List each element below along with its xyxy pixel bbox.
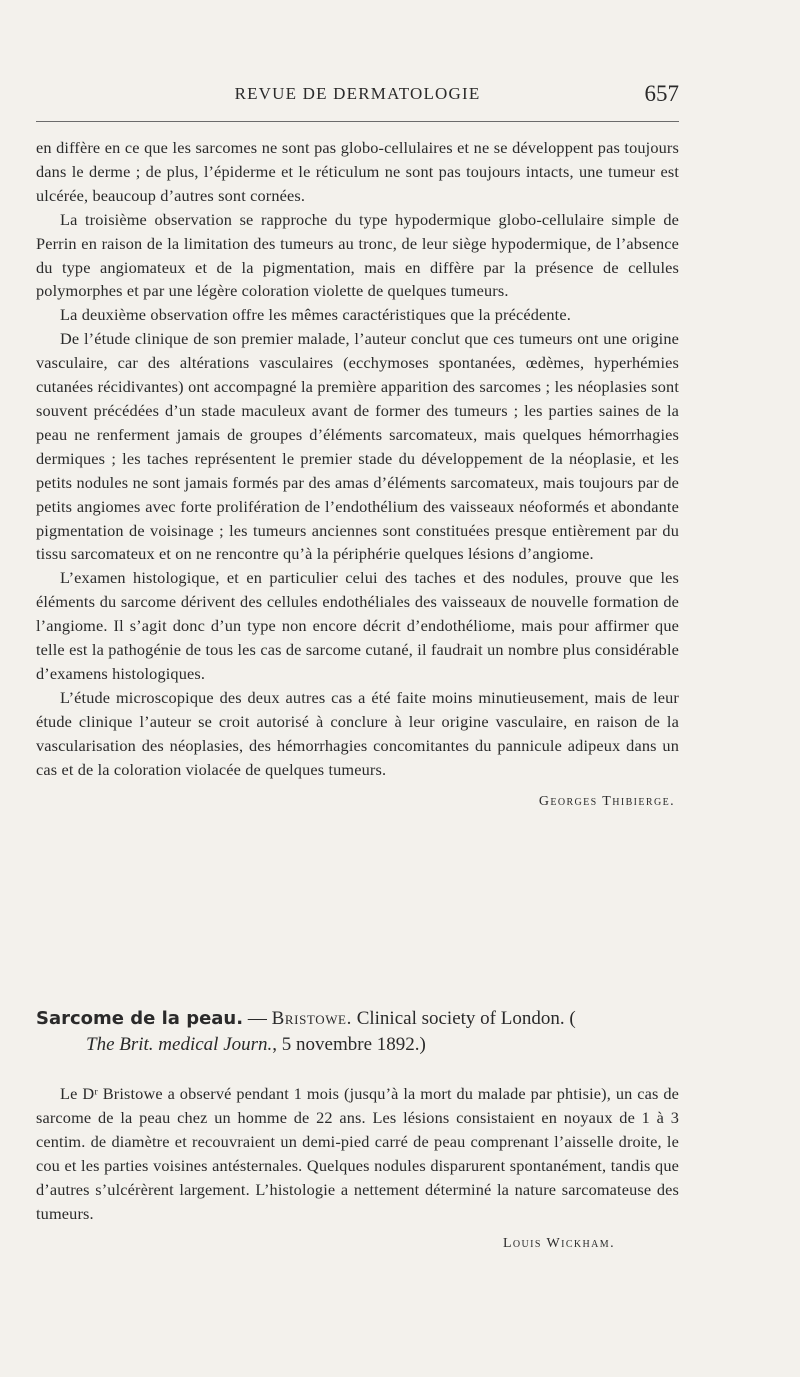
page-number: 657	[644, 81, 679, 106]
author-signature: Georges Thibierge.	[538, 794, 675, 810]
author-signature: Louis Wickham.	[502, 1236, 615, 1252]
article-citation	[36, 1032, 679, 1058]
paragraph: La deuxième observation offre les mêmes caractéristiques que la précédente.	[60, 305, 571, 325]
article-topic: Sarcome de la peau.	[36, 1008, 244, 1029]
article-sarcome	[36, 1006, 679, 1255]
paragraph: L’examen histologique, et en particulier celui des taches et des nodules, prouve que les éléments du sarcome dérivent des cellules endothéliales des vaisseaux de nouvelle formation de l’angiome. Il s’agit donc d’un type non encore décrit d’endothéliome, mais pour affirmer que telle est la pathogénie de tous les cas de sarcome cutané, il faudrait un nombre plus considérable d’examens histologiques.	[36, 568, 679, 683]
heading-dash: —	[243, 1008, 272, 1029]
paragraph: De l’étude clinique de son premier malade, l’auteur conclut que ces tumeurs ont une origine vasculaire, car des altérations vasculaires (ecchymoses spontanées, œdèmes, hyperhémies cutanées récidivantes) ont accompagné la première apparition des sarcomes ; les néoplasies sont souvent précédées d’un stade maculeux avant de former des tumeurs ; les parties saines de la peau ne renferment jamais de groupes d’éléments sarcomateux, mais quelques hémorrhagies dermiques ; les taches représentent le premier stade du développement de la néoplasie, et les petits nodules ne sont jamais formés par des amas d’éléments sarcomateux, mais toujours par de petits angiomes avec forte prolifération de l’endothélium des vaisseaux néoformés et abondante pigmentation de voisinage ; les tumeurs anciennes sont constituées presque entièrement par du tissu sarcomateux et on ne rencontre qu’à la périphérie quelques lésions d’angiome.	[36, 329, 679, 564]
article-body	[36, 1082, 679, 1255]
article-author: Bristowe.	[271, 1008, 352, 1029]
paragraph: L’étude microscopique des deux autres cas a été faite moins minutieusement, mais de leur étude clinique l’auteur se croit autorisé à conclure à leur origine vasculaire, en raison de la vascularisation des néoplasies, des hémorrhagies concomitantes du pannicule adipeux dans un cas et de la coloration violacée de quelques tumeurs.	[36, 687, 679, 779]
paragraph: La troisième observation se rapproche du type hypodermique globo-cellulaire simple de Perrin en raison de la limitation des tumeurs au tronc, de leur siège hypodermique, de l’absence du type angiomateux et de la pigmentation, mais en diffère par la présence de cellules polymorphes et par une légère coloration violette de quelques tumeurs.	[36, 209, 679, 301]
article-heading	[36, 1006, 679, 1058]
journal-name: The Brit. medical Journ.	[86, 1034, 273, 1055]
paragraph: en diffère en ce que les sarcomes ne sont pas globo-cellulaires et ne se développent pas toujours dans le derme ; de plus, l’épiderme et le réticulum ne sont pas toujours intacts, une tumeur est ulcérée, beaucoup d’autres sont cornées.	[36, 138, 679, 205]
page-header	[36, 81, 679, 114]
header-rule	[36, 121, 679, 122]
running-title: REVUE DE DERMATOLOGIE	[234, 84, 481, 103]
article-source: Clinical society of London. (	[351, 1008, 576, 1029]
citation-date: , 5 novembre 1892.)	[272, 1034, 426, 1055]
paragraph: Le Dʳ Bristowe a observé pendant 1 mois (jusqu’à la mort du malade par phtisie), un cas de sarcome de la peau chez un homme de 22 ans. Les lésions consistaient en noyaux de 1 à 3 centim. de diamètre et recouvraient un demi-pied carré de peau comprenant l’aisselle droite, le cou et les parties voisines antésternales. Quelques nodules disparurent spontanément, tandis que d’autres s’ulcérèrent largement. L’histologie a nettement déterminé la nature sarcomateuse des tumeurs.	[36, 1084, 679, 1223]
article-continued	[36, 136, 679, 813]
